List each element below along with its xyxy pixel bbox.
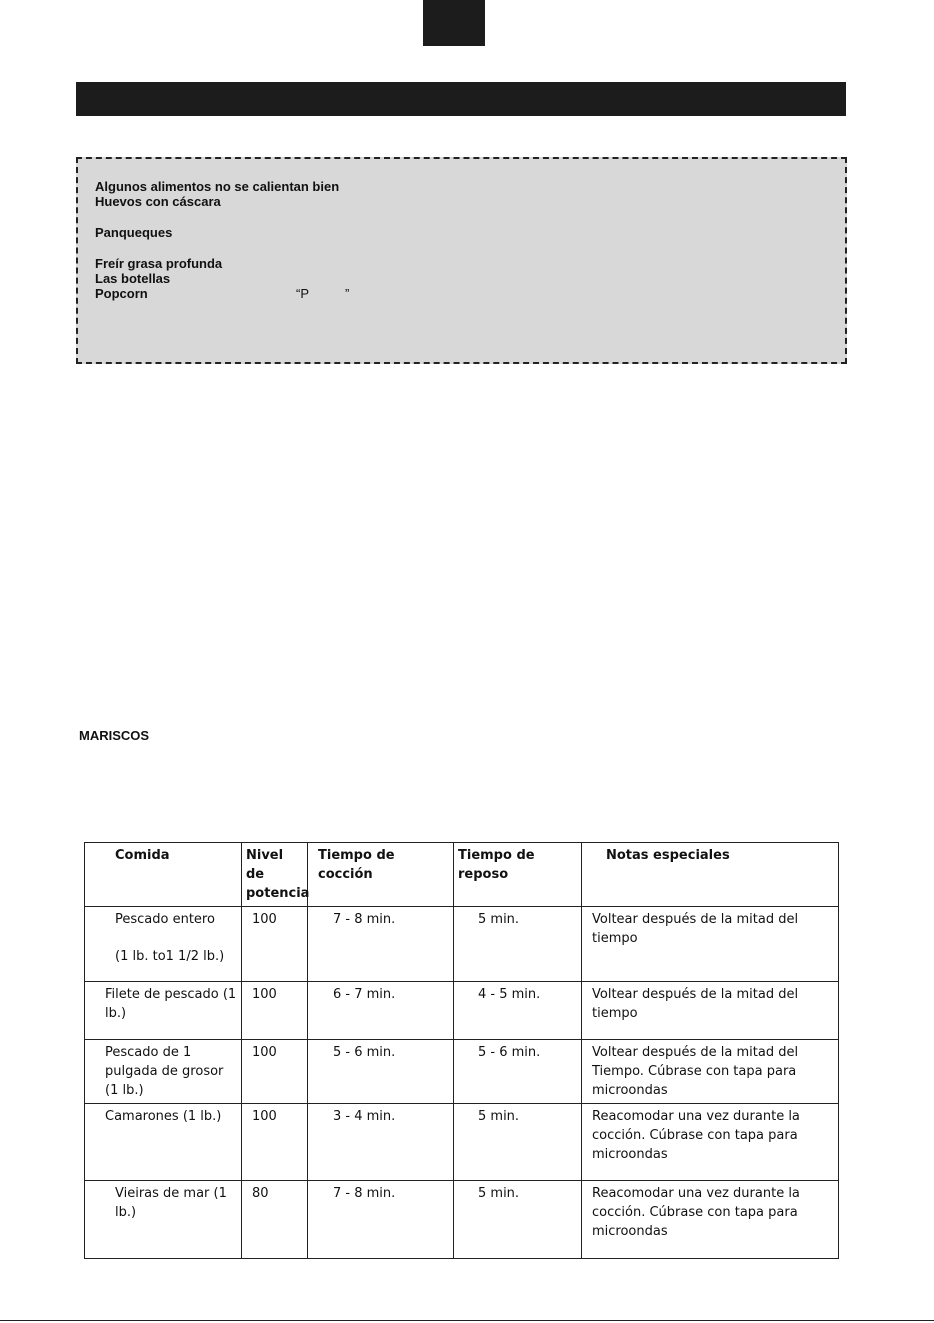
cell-cook-time: 6 - 7 min.	[308, 982, 454, 1040]
table-header-row	[85, 843, 839, 907]
col-header-cook-time: Tiempo de cocción	[308, 843, 454, 907]
col-header-notes: Notas especiales	[582, 843, 839, 907]
page-tab-marker	[423, 0, 485, 46]
cell-notes: Voltear después de la mitad del Tiempo. Cúbrase con tapa para microondas	[582, 1040, 839, 1104]
note-item-popcorn: Popcorn	[95, 286, 148, 301]
food-name: Pescado entero	[115, 912, 215, 927]
cell-rest-time: 5 min.	[454, 1181, 582, 1259]
cell-notes: Reacomodar una vez durante la cocción. Cúbrase con tapa para microondas	[582, 1181, 839, 1259]
col-header-power: Nivel de potencia	[242, 843, 308, 907]
table-row	[85, 907, 839, 982]
page-bottom-rule	[0, 1320, 934, 1321]
food-weight: (1 lb. to1 1/2 lb.)	[115, 949, 225, 964]
section-title: MARISCOS	[79, 728, 150, 743]
seafood-cooking-table	[84, 842, 839, 1259]
cell-power: 100	[242, 907, 308, 982]
cell-food	[85, 907, 242, 982]
note-heading: Algunos alimentos no se calientan bien	[95, 179, 340, 194]
cell-food: Vieiras de mar (1 lb.)	[85, 1181, 242, 1259]
cell-food: Filete de pescado (1 lb.)	[85, 982, 242, 1040]
cell-food: Camarones (1 lb.)	[85, 1104, 242, 1181]
table-row	[85, 1040, 839, 1104]
table-row	[85, 1104, 839, 1181]
cell-cook-time: 7 - 8 min.	[308, 1181, 454, 1259]
note-quote-close: ”	[345, 286, 350, 301]
cell-power: 80	[242, 1181, 308, 1259]
cell-cook-time: 3 - 4 min.	[308, 1104, 454, 1181]
section-header-bar	[76, 82, 846, 116]
col-header-food: Comida	[85, 843, 242, 907]
col-header-rest-time: Tiempo de reposo	[454, 843, 582, 907]
cell-rest-time: 5 - 6 min.	[454, 1040, 582, 1104]
note-item-pancakes: Panqueques	[95, 225, 173, 240]
note-item-bottles: Las botellas	[95, 271, 171, 286]
note-item-eggs: Huevos con cáscara	[95, 194, 221, 209]
cell-cook-time: 5 - 6 min.	[308, 1040, 454, 1104]
cell-notes: Voltear después de la mitad del tiempo	[582, 907, 839, 982]
cell-rest-time: 5 min.	[454, 907, 582, 982]
note-item-deep-frying: Freír grasa profunda	[95, 256, 223, 271]
cell-notes: Voltear después de la mitad del tiempo	[582, 982, 839, 1040]
cell-power: 100	[242, 982, 308, 1040]
cell-rest-time: 4 - 5 min.	[454, 982, 582, 1040]
cell-power: 100	[242, 1104, 308, 1181]
cell-notes: Reacomodar una vez durante la cocción. Cúbrase con tapa para microondas	[582, 1104, 839, 1181]
cell-rest-time: 5 min.	[454, 1104, 582, 1181]
warning-note-box	[76, 157, 847, 364]
cell-cook-time: 7 - 8 min.	[308, 907, 454, 982]
cell-power: 100	[242, 1040, 308, 1104]
table-row	[85, 1181, 839, 1259]
table-row	[85, 982, 839, 1040]
cell-food: Pescado de 1 pulgada de grosor (1 lb.)	[85, 1040, 242, 1104]
note-quote-open: “P	[296, 286, 309, 301]
